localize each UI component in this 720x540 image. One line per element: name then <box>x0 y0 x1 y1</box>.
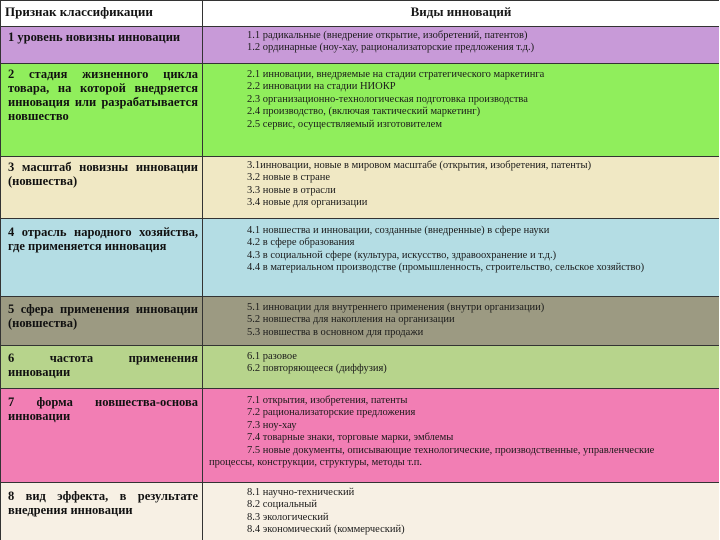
list-item: 2.1 инновации, внедряемые на стадии стратегического маркетинга <box>247 69 545 80</box>
table-row <box>1 297 719 346</box>
list-item: 2.3 организационно-технологическая подготовка производства <box>247 93 528 105</box>
row-criterion-label: 3 масштаб новизны инновации (новшества) <box>1 157 203 218</box>
table-row <box>1 483 719 540</box>
list-item: 7.2 рационализаторские предложения <box>247 407 416 419</box>
row-criterion-label: 2 стадия жизненного цикла товара, на которой внедряется инновация или разрабатывается новшество <box>1 64 203 156</box>
row-items <box>203 297 719 345</box>
list-item: 7.1 открытия, изобретения, патенты <box>247 395 408 406</box>
row-items <box>203 219 719 296</box>
list-item: 3.3 новые в отрасли <box>247 184 336 196</box>
list-item: 5.1 инновации для внутреннего применения (внутри организации) <box>247 302 545 313</box>
list-item: 1.2 ординарные (ноу-хау, рационализаторские предложения т.д.) <box>247 42 535 54</box>
list-item: 3.4 новые для организации <box>247 197 368 209</box>
list-item: 6.1 разовое <box>247 351 297 362</box>
row-criterion-label: 5 сфера применения инновации (новшества) <box>1 297 203 345</box>
list-item: 8.2 социальный <box>247 499 317 511</box>
row-items <box>203 64 719 156</box>
list-item: 4.3 в социальной сфере (культура, искусство, здравоохранение и т.д.) <box>247 249 557 261</box>
list-item: 8.1 научно-технический <box>247 487 355 498</box>
list-item: 6.2 повторяющееся (диффузия) <box>247 363 387 375</box>
list-item: 7.3 ноу-хау <box>247 419 297 431</box>
list-item: 1.1 радикальные (внедрение открытие, изобретений, патентов) <box>247 30 528 41</box>
list-item: 4.4 в материальном производстве (промышленность, строительство, сельское хозяйство) <box>247 262 645 274</box>
list-item-continuation: процессы, конструкции, структуры, методы т.п. <box>209 457 423 469</box>
row-items <box>203 157 719 218</box>
table-row <box>1 389 719 483</box>
row-criterion-label: 7 форма новшества-основа инновации <box>1 389 203 482</box>
list-item: 5.2 новшества для накопления на организации <box>247 314 455 326</box>
header-innovation-types: Виды инноваций <box>410 4 512 19</box>
list-item: 5.3 новшества в основном для продажи <box>247 326 424 338</box>
list-item: 8.4 экономический (коммерческий) <box>247 524 405 536</box>
table-row <box>1 219 719 297</box>
row-criterion-label: 6 частота применения инновации <box>1 346 203 388</box>
table-row <box>1 64 719 157</box>
list-item: 4.2 в сфере образования <box>247 237 355 249</box>
row-criterion-label: 1 уровень новизны инновации <box>1 27 203 63</box>
list-item: 2.4 производство, (включая тактический маркетинг) <box>247 106 481 118</box>
table-header-row <box>1 0 719 27</box>
list-item: 8.3 экологический <box>247 511 329 523</box>
list-item: 7.5 новые документы, описывающие технологические, производственные, управленческие <box>247 444 655 456</box>
list-item: 2.5 сервис, осуществляемый изготовителем <box>247 118 442 130</box>
row-criterion-label: 8 вид эффекта, в результате внедрения инновации <box>1 483 203 540</box>
table-row <box>1 346 719 389</box>
list-item: 7.4 товарные знаки, торговые марки, эмблемы <box>247 432 454 444</box>
table-row <box>1 27 719 64</box>
row-items <box>203 346 719 388</box>
list-item: 4.1 новшества и инновации, созданные (внедренные) в сфере науки <box>247 225 550 236</box>
row-items <box>203 27 719 63</box>
row-criterion-label: 4 отрасль народного хозяйства, где применяется инновация <box>1 219 203 296</box>
table-row <box>1 157 719 219</box>
list-item: 3.2 новые в стране <box>247 172 331 184</box>
list-item: 2.2 инновации на стадии НИОКР <box>247 81 396 93</box>
row-items <box>203 389 719 482</box>
header-classification-criterion: Признак классификации <box>1 1 203 26</box>
row-items <box>203 483 719 540</box>
list-item: 3.1инновации, новые в мировом масштабе (открытия, изобретения, патенты) <box>247 160 592 171</box>
